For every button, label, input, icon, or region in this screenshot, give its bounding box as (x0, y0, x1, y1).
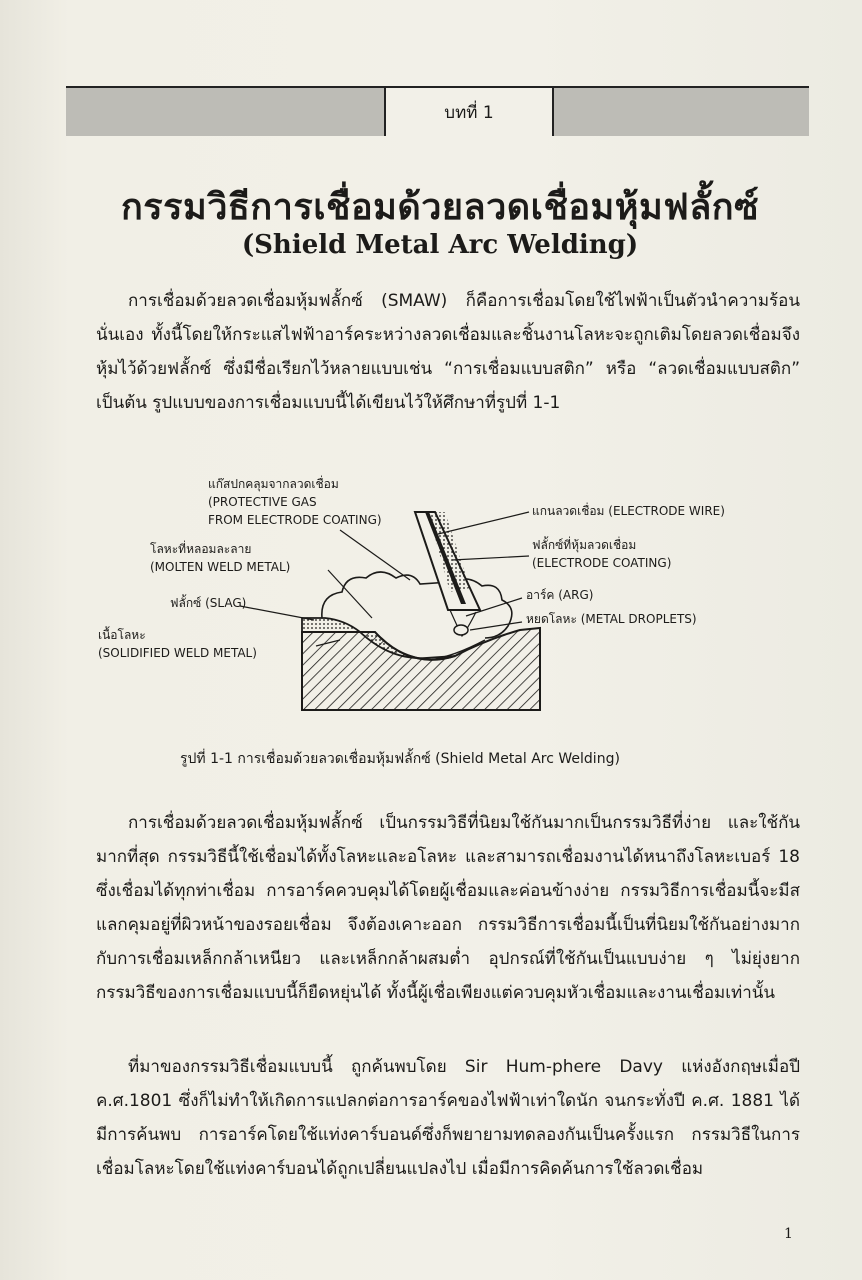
welding-diagram (90, 470, 810, 720)
label-molten-metal: โลหะที่หลอมละลาย (MOLTEN WELD METAL) (150, 542, 291, 574)
chapter-label: บทที่ 1 (384, 88, 554, 136)
page-number: 1 (784, 1226, 793, 1242)
label-electrode-coating: ฟลั้กซ์ที่หุ้มลวดเชื่อม (ELECTRODE COATING) (532, 538, 672, 570)
label-slag: ฟลั้กซ์ (SLAG) (170, 596, 247, 610)
label-arc: อาร์ค (ARG) (526, 588, 594, 602)
chapter-header-bar (66, 86, 809, 136)
label-protective-gas: แก๊สปกคลุมจากลวดเชื่อม (PROTECTIVE GAS FROM ELECTRODE COATING) (208, 477, 382, 527)
label-electrode-wire: แกนลวดเชื่อม (ELECTRODE WIRE) (532, 504, 725, 518)
label-metal-droplets: หยดโลหะ (METAL DROPLETS) (526, 612, 697, 626)
paragraph-history: ที่มาของกรรมวิธีเชื่อมแบบนี้ ถูกค้นพบโดย Sir Hum-phere Davy แห่งอังกฤษเมื่อปี ค.ศ.1801 ซึ่งก็ไม่ทำให้เกิดการแปลกต่อการอาร์คของไฟฟ้าเท่าใดนัก จนกระทั่งปี ค.ศ. 1881 ได้มีการค้นพบ การอาร์คโดยใช้แท่งคาร์บอนด์ซึ่งก็พยายามทดลองกันเป็นครั้งแรก กรรมวิธีในการเชื่อมโลหะโดยใช้แท่งคาร์บอนได้ถูกเปลี่ยนแปลงไป เมื่อมีการคิดค้นการใช้ลวดเชื่อม (96, 1057, 800, 1179)
title-thai: กรรมวิธีการเชื่อมด้วยลวดเชื่อมหุ้มฟลั้กซ์ (121, 187, 759, 228)
label-solidified-metal: เนื้อโลหะ (SOLIDIFIED WELD METAL) (98, 628, 257, 660)
metal-droplet (454, 625, 468, 635)
paragraph-intro: การเชื่อมด้วยลวดเชื่อมหุ้มฟลั้กซ์ (SMAW) ก็คือการเชื่อมโดยใช้ไฟฟ้าเป็นตัวนำความร้อนนั่นเอง ทั้งนี้โดยให้กระแสไฟฟ้าอาร์คระหว่างลวดเชื่อมและชิ้นงานโลหะจะถูกเติมโดยลวดเชื่อมจึงหุ้มไว้ด้วยฟลั้กซ์ ซึ่งมีชื่อเรียกไว้หลายแบบเช่น “การเชื่อมแบบสติก” หรือ “ลวดเชื่อมแบบสติก” เป็นต้น รูปแบบของการเชื่อมแบบนี้ได้เขียนไว้ให้ศึกษาที่รูปที่ 1-1 (96, 291, 800, 413)
paragraph-advantages: การเชื่อมด้วยลวดเชื่อมหุ้มฟลั้กซ์ เป็นกรรมวิธีที่นิยมใช้กันมากเป็นกรรมวิธีที่ง่าย และใช้กันมากที่สุด กรรมวิธีนี้ใช้เชื่อมได้ทั้งโลหะและอโลหะ และสามารถเชื่อมงานได้หนาถึงโลหะเบอร์ 18 ซึ่งเชื่อมได้ทุกท่าเชื่อม การอาร์คควบคุมได้โดยผู้เชื่อมและค่อนข้างง่าย กรรมวิธีการเชื่อมนี้จะมีสแลกคุมอยู่ที่ผิวหน้าของรอยเชื่อม จึงต้องเคาะออก กรรมวิธีการเชื่อมนี้เป็นที่นิยมใช้กันอย่างมากกับการเชื่อมเหล็กกล้าเหนียว และเหล็กกล้าผสมต่ำ อุปกรณ์ที่ใช้กันเป็นแบบง่าย ๆ ไม่ยุ่งยาก กรรมวิธีของการเชื่อมแบบนี้ก็ยืดหยุ่นได้ ทั้งนี้ผู้เชื่อเพียงแต่ควบคุมหัวเชื่อมและงานเชื่อมเท่านั้น (96, 813, 800, 1003)
figure-caption: รูปที่ 1-1 การเชื่อมด้วยลวดเชื่อมหุ้มฟลั้กซ์ (Shield Metal Arc Welding) (180, 751, 620, 767)
title-english: (Shield Metal Arc Welding) (241, 230, 639, 260)
